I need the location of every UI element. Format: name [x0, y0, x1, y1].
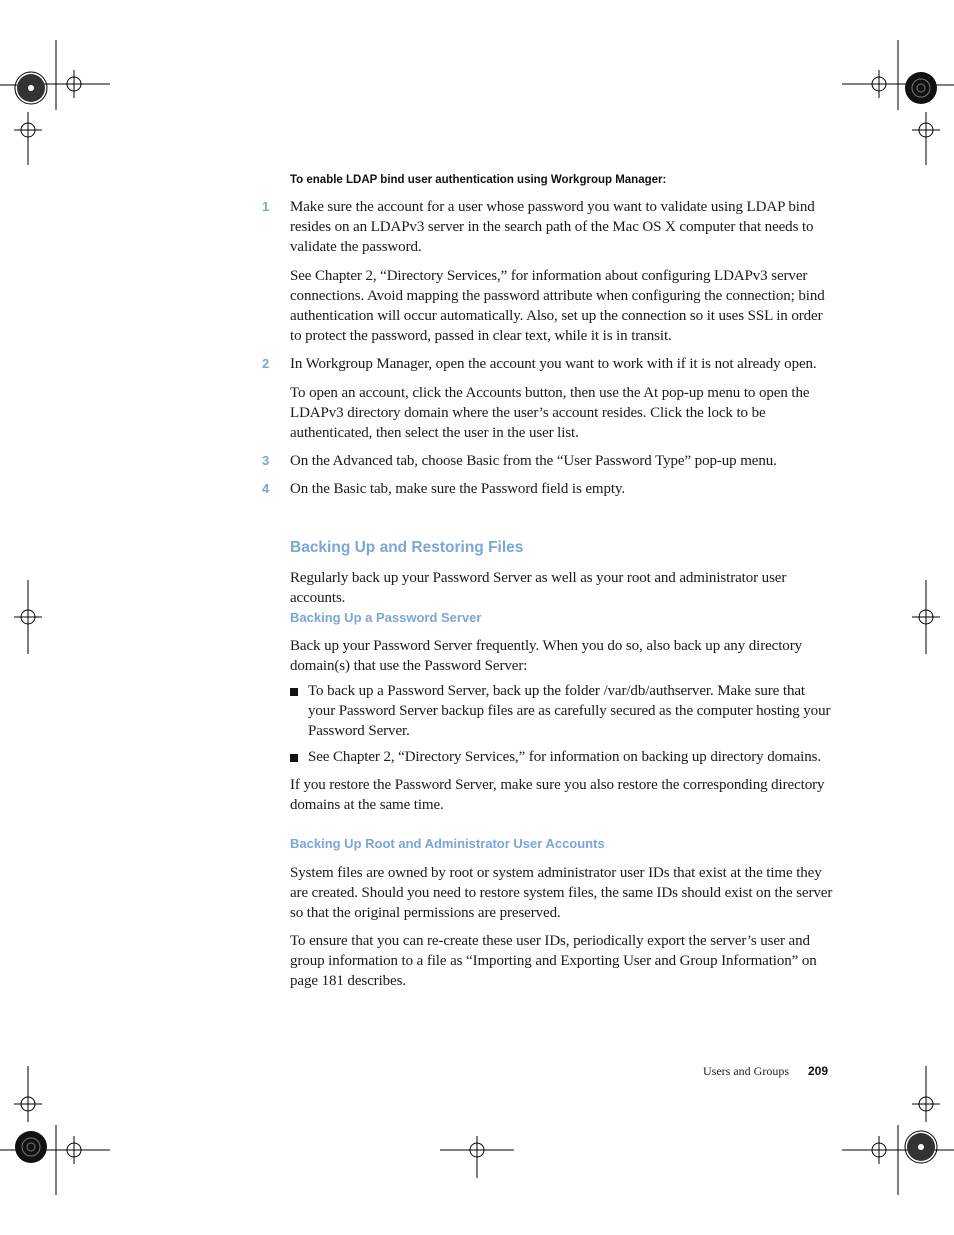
subsection-intro: Back up your Password Server frequently. When you do so, also back up any directory domain(s) that use the Password Server:: [290, 638, 802, 674]
subsection-heading: Backing Up a Password Server: [290, 610, 482, 625]
step-number: 3: [262, 453, 270, 468]
step-text: On the Advanced tab, choose Basic from the “User Password Type” pop-up menu.: [290, 453, 777, 469]
paragraph: To ensure that you can re-create these user IDs, periodically export the server’s user and group information to a file as “Importing and Exporting User and Group Information” on page 181 describes.: [290, 933, 817, 989]
step-number: 2: [262, 356, 270, 371]
footer-chapter: Users and Groups: [703, 1064, 789, 1078]
subsection-heading: Backing Up Root and Administrator User Accounts: [290, 836, 605, 851]
step-text: In Workgroup Manager, open the account you want to work with if it is not already open.: [290, 356, 817, 372]
step-number: 4: [262, 481, 270, 496]
step-note: See Chapter 2, “Directory Services,” for information about configuring LDAPv3 server connections. Avoid mapping the password attribute when configuring the connection; bind authentication will occur automatically. Also, set up the connection so it uses SSL in order to protect the password, passed in clear text, while it is in transit.: [290, 268, 825, 344]
step-note: To open an account, click the Accounts button, then use the At pop-up menu to open the LDAPv3 directory domain where the user’s account resides. Click the lock to be authenticated, then select the user in the user list.: [290, 385, 810, 441]
bullet-icon: [290, 754, 298, 762]
step-text: On the Basic tab, make sure the Password field is empty.: [290, 481, 626, 497]
step-number: 1: [262, 199, 270, 214]
section-intro: Regularly back up your Password Server as well as your root and administrator user accounts.: [290, 570, 787, 606]
section-heading: Backing Up and Restoring Files: [290, 539, 524, 556]
subsection-closing: If you restore the Password Server, make sure you also restore the corresponding directory domains at the same time.: [290, 777, 825, 813]
paragraph: System files are owned by root or system administrator user IDs that exist at the time they are created. Should you need to restore system files, the same IDs should exist on the server so that the original permissions are preserved.: [290, 865, 833, 921]
step-text: Make sure the account for a user whose password you want to validate using LDAP bind resides on an LDAPv3 server in the search path of the Mac OS X computer that needs to validate the password.: [290, 199, 815, 255]
list-item: See Chapter 2, “Directory Services,” for information on backing up directory domains.: [308, 749, 822, 765]
list-item: To back up a Password Server, back up the folder /var/db/authserver. Make sure that your Password Server backup files are as carefully secured as the computer hosting your Password Server.: [308, 683, 831, 739]
bullet-icon: [290, 688, 298, 696]
page-number: 209: [808, 1064, 829, 1078]
procedure-title: To enable LDAP bind user authentication using Workgroup Manager:: [290, 174, 667, 186]
